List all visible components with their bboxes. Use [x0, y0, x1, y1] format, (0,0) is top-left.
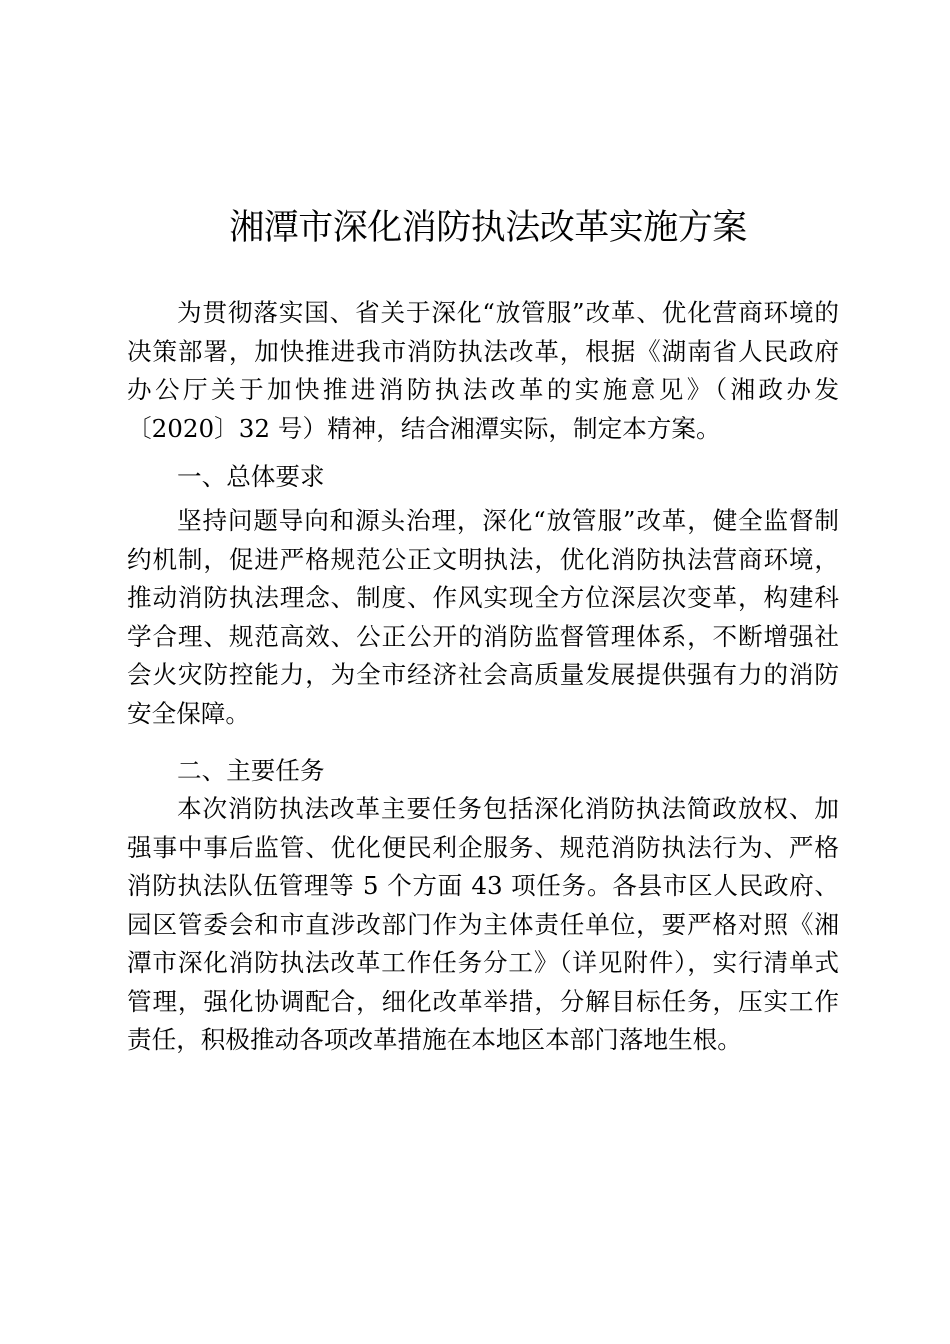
document-title: 湘潭市深化消防执法改革实施方案 — [229, 208, 747, 248]
section-paragraph-main-tasks: 本次消防执法改革主要任务包括深化消防执法简政放权、加强事中事后监管、优化便民利企服务、规范消防执法行为、严格消防执法队伍管理等 5 个方面 43 项任务。各县市区人民政府、园区管委会和市直涉改部门作为主体责任单位，要严格对照《湘潭市深化消防执法改革工作任务分工》（详见附件），实行清单式管理，强化协调配合，细化改革举措，分解目标任务，压实工作责任，积极推动各项改革措施在本地区本部门落地生根。 — [127, 794, 839, 1054]
section-heading-main-tasks: 二、主要任务 — [177, 756, 325, 785]
section-heading-general-requirements: 一、总体要求 — [177, 462, 325, 491]
intro-paragraph: 为贯彻落实国、省关于深化“放管服”改革、优化营商环境的决策部署，加快推进我市消防执法改革，根据《湖南省人民政府办公厅关于加快推进消防执法改革的实施意见》（湘政办发〔2020〕32 号）精神，结合湘潭实际，制定本方案。 — [127, 298, 839, 443]
section-paragraph-general-requirements: 坚持问题导向和源头治理，深化“放管服”改革，健全监督制约机制，促进严格规范公正文明执法，优化消防执法营商环境，推动消防执法理念、制度、作风实现全方位深层次变革，构建科学合理、规范高效、公正公开的消防监督管理体系，不断增强社会火灾防控能力，为全市经济社会高质量发展提供强有力的消防安全保障。 — [127, 506, 839, 728]
